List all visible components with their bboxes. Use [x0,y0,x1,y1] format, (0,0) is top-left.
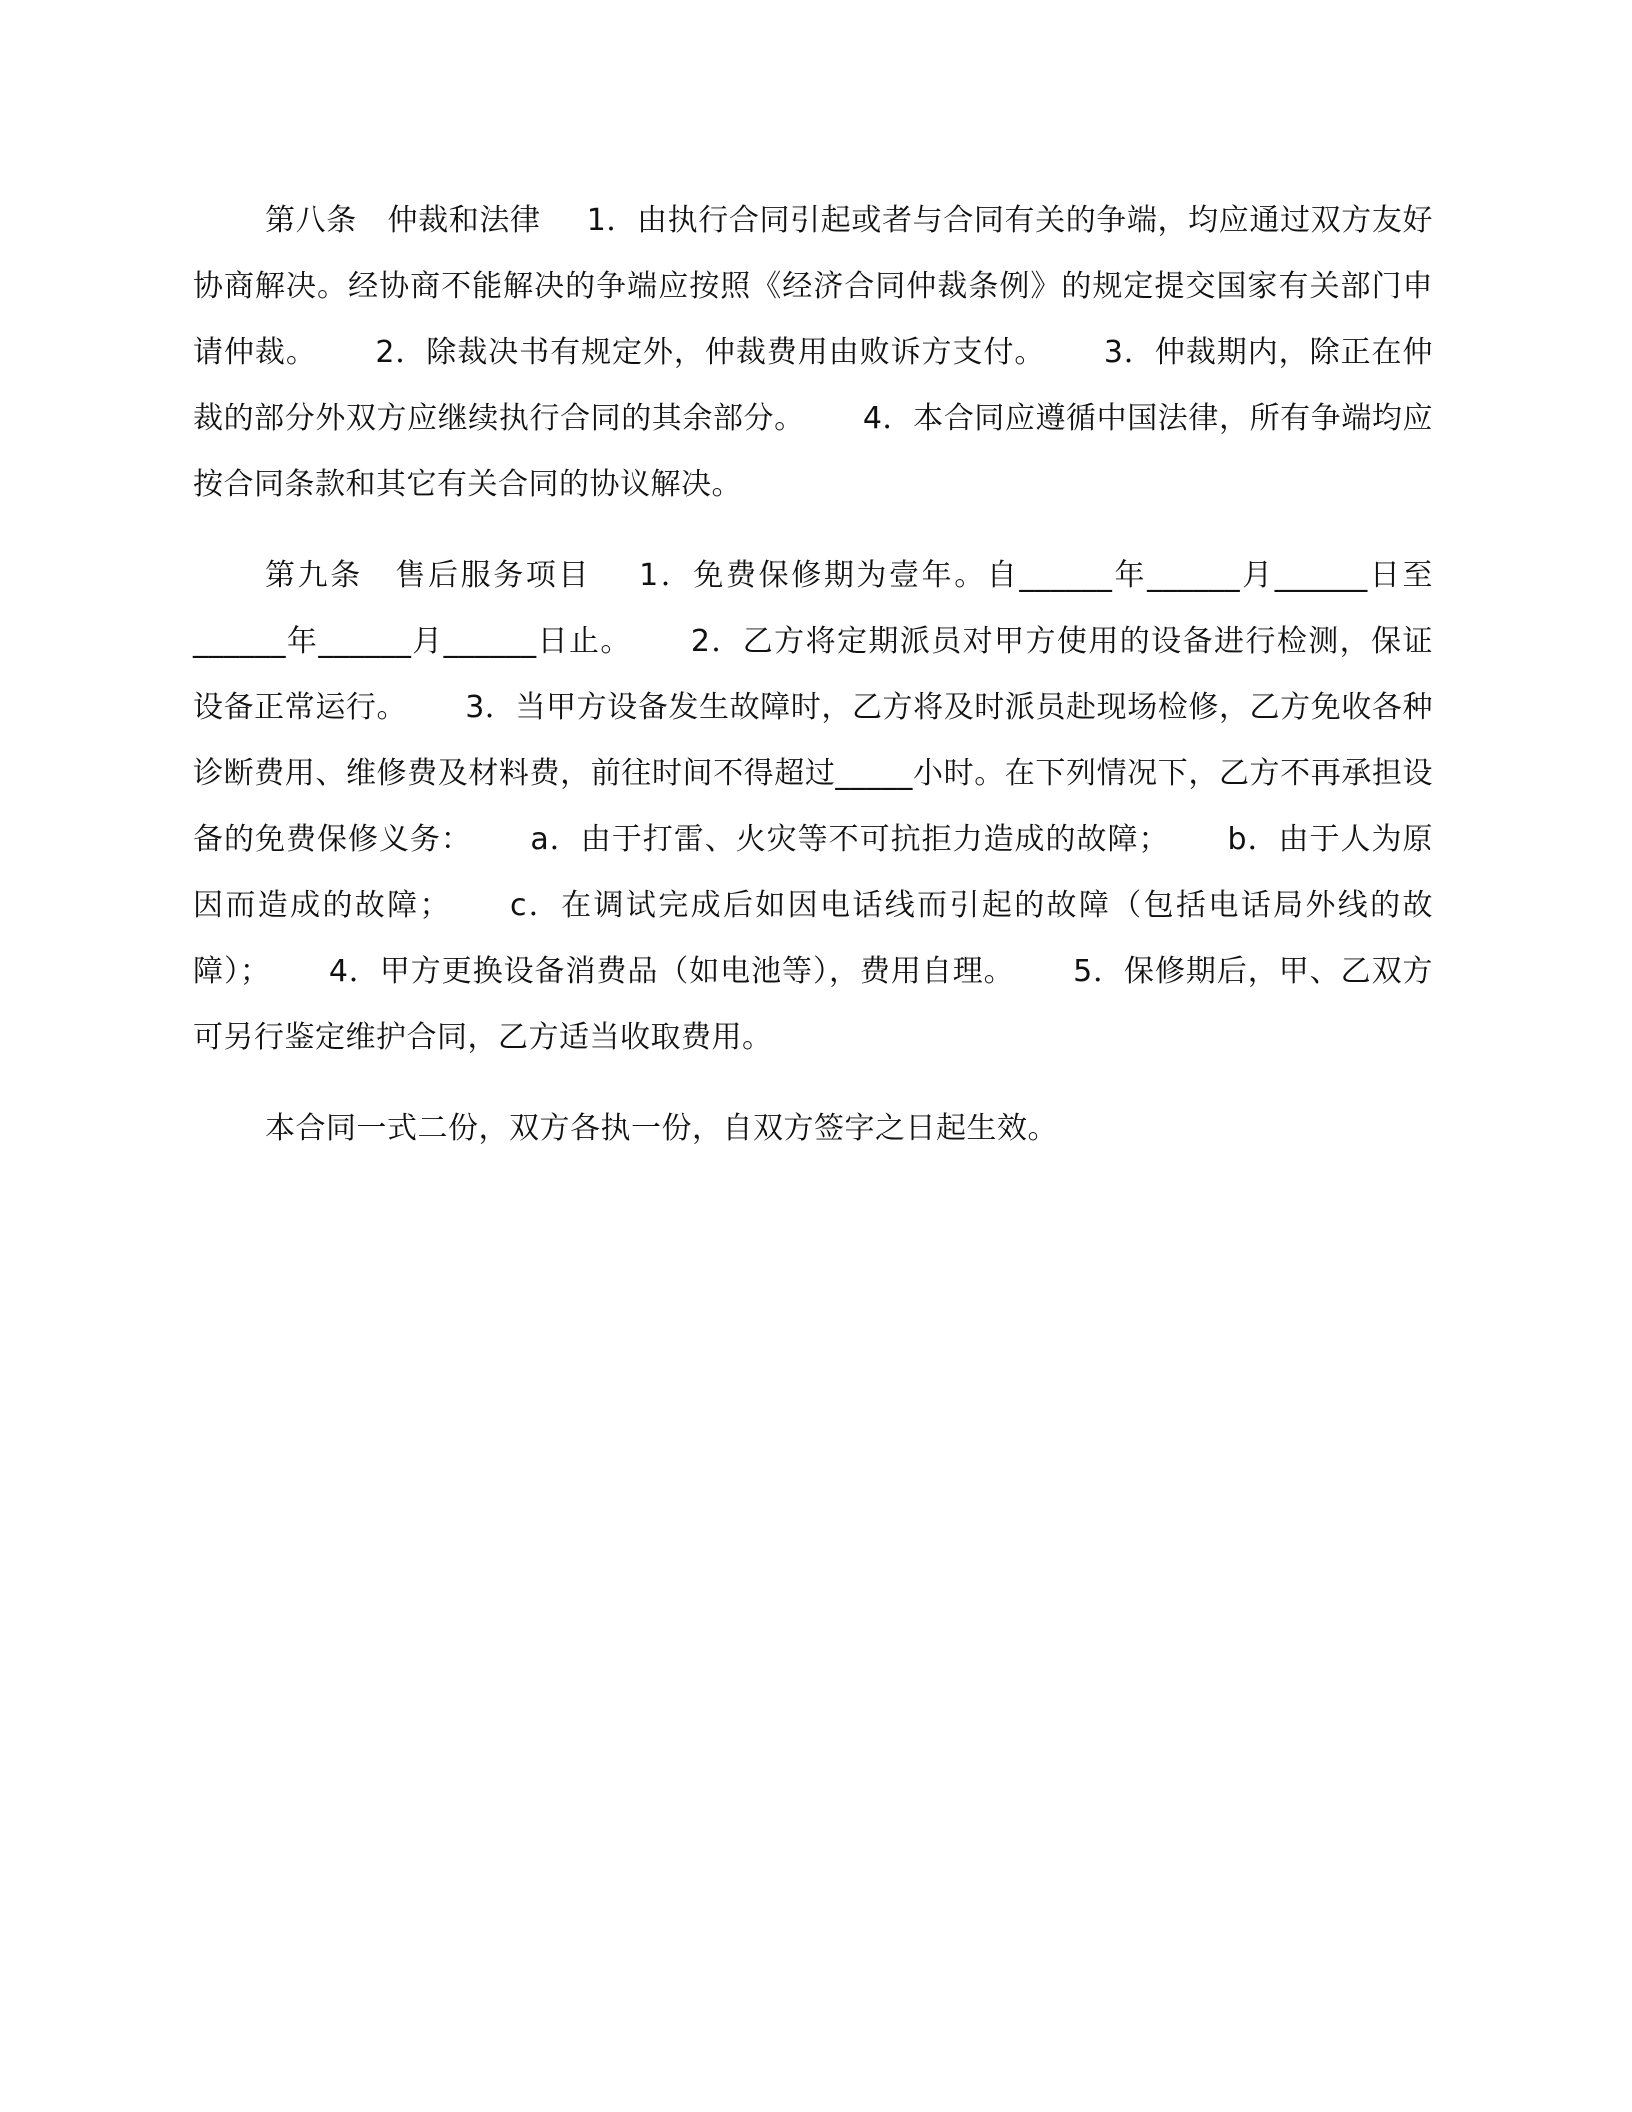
article-8-item-3: 3．仲裁期内，除正在仲裁的部分外双方应继续执行合同的其余部分。 [193,335,1433,436]
contract-page [193,188,1433,1162]
article-9-item-c: c．在调试完成后如因电话线而引起的故障（包括电话局外线的故障）； [193,888,1434,989]
article-8-arbitration-and-law [193,188,1433,518]
article-9-item-4: 4．甲方更换设备消费品（如电池等），费用自理。 [328,954,1015,989]
article-8-heading: 第八条 仲裁和法律 [265,203,541,238]
article-8-item-2: 2．除裁决书有规定外，仲裁费用由败诉方支付。 [375,335,1046,370]
article-9-after-sales-service [193,543,1433,1071]
article-9-heading: 第九条 售后服务项目 [265,558,591,593]
article-9-item-1: 1．免费保修期为壹年。自______年______月______日至______年______月______日止。 [193,558,1434,659]
article-9-item-5: 5．保修期后，甲、乙双方可另行鉴定维护合同，乙方适当收取费用。 [193,954,1434,1055]
closing-statement: 本合同一式二份，双方各执一份，自双方签字之日起生效。 [265,1111,1058,1146]
article-9-item-b: b．由于人为原因而造成的故障； [193,822,1434,923]
article-9-item-a: a．由于打雷、火灾等不可抗拒力造成的故障； [530,822,1170,857]
article-9-item-3: 3．当甲方设备发生故障时，乙方将及时派员赴现场检修，乙方免收各种诊断费用、维修费及材料费，前往时间不得超过_____小时。在下列情况下，乙方不再承担设备的免费保修义务： [193,690,1433,857]
article-9-item-2: 2．乙方将定期派员对甲方使用的设备进行检测，保证设备正常运行。 [193,624,1434,725]
article-8-item-1: 1．由执行合同引起或者与合同有关的争端，均应通过双方友好协商解决。经协商不能解决的争端应按照《经济合同仲裁条例》的规定提交国家有关部门申请仲裁。 [193,203,1433,370]
article-8-item-4: 4．本合同应遵循中国法律，所有争端均应按合同条款和其它有关合同的协议解决。 [193,401,1433,502]
